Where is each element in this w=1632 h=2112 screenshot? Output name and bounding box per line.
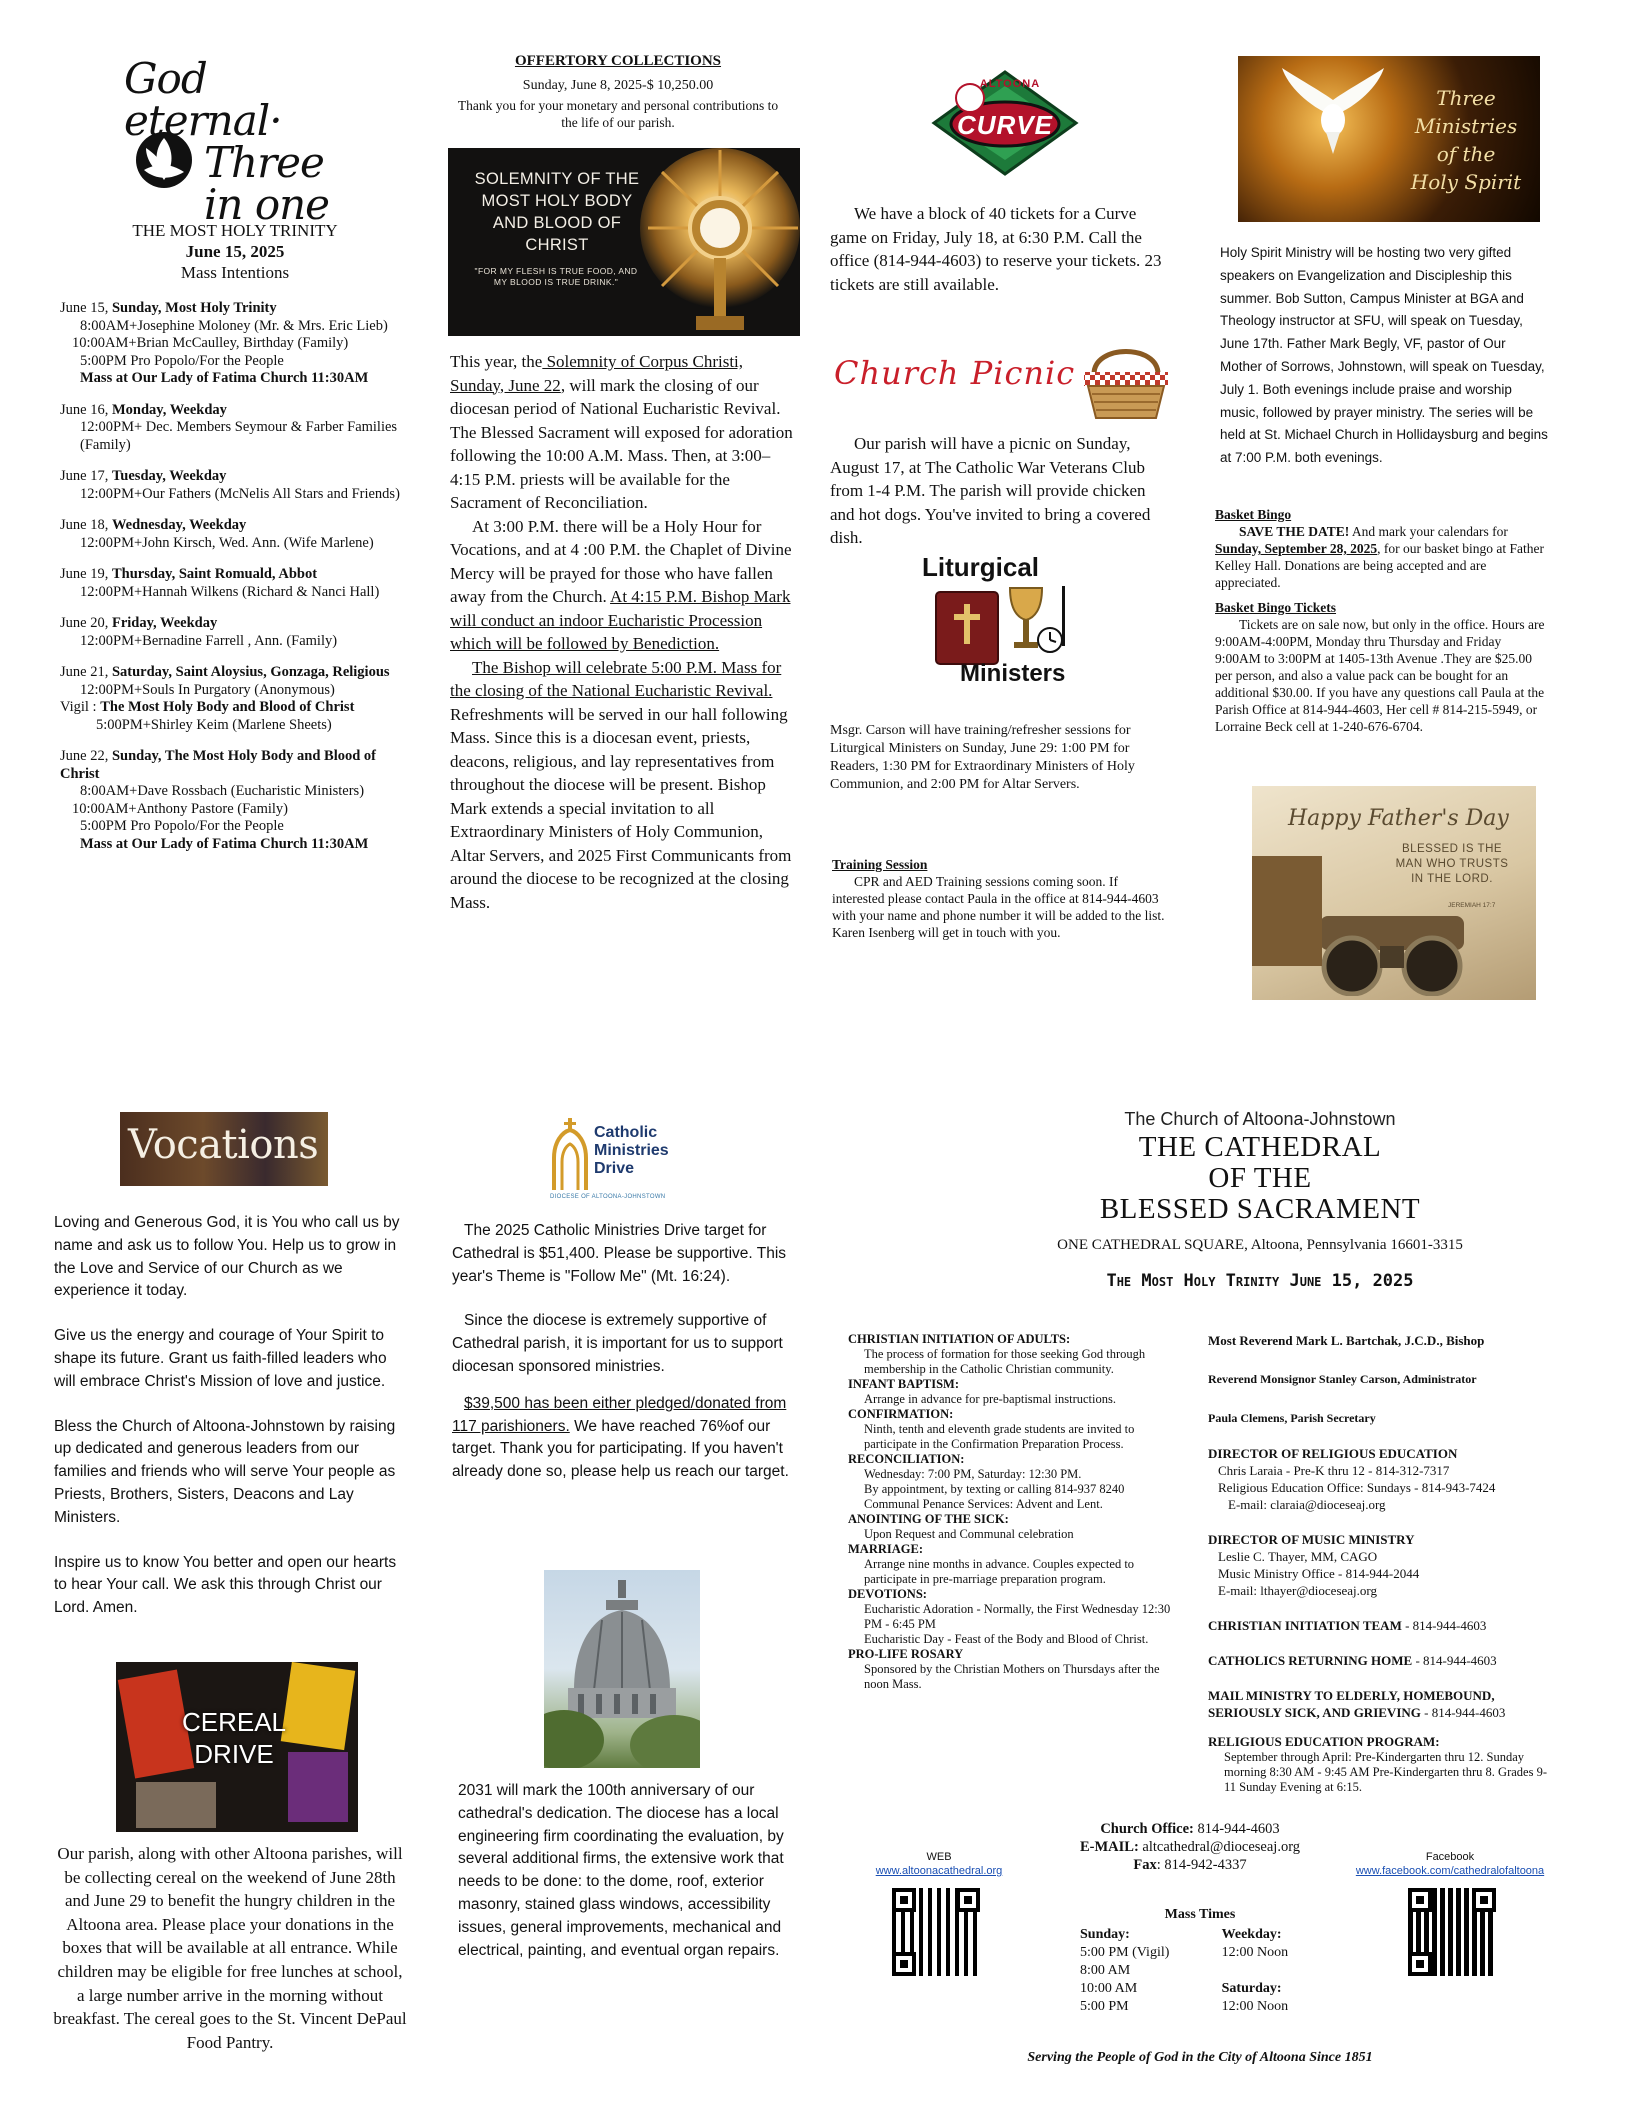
cathedral-address: ONE CATHEDRAL SQUARE, Altoona, Pennsylvania 16601-3315 [1057,1237,1463,1253]
church-picnic-header [832,340,1172,420]
lit-logo-top: Liturgical [922,552,1040,582]
cathedral-title-2: OF THE [1208,1162,1312,1194]
office-line: Church Office: 814-944-4603 [1100,1821,1280,1837]
intention-day: June 20, Friday, Weekday [60,615,218,631]
dre-line: Chris Laraia - Pre-K thru 12 - 814-312-7317 [1218,1463,1450,1478]
banner-quote: "FOR MY FLESH IS TRUE FOOD, AND MY BLOOD IS TRUE DRINK." [474,266,638,287]
cereal-drive-text: Our parish, along with other Altoona parishes, will be collecting cereal on the weekend of June 28th and June 29 to benefit the hungry children in the Altoona area. Please place your donations in the boxes that will be available at all entrance. While children may be eligible for free lunches at school, a large number arrive in the morning without breakfast. The cereal goes to the St. Vincent DePaul Food Pantry. [53,1844,407,2052]
mass-times-title: Mass Times [1164,1907,1236,1922]
cmd-paragraph-3: $39,500 has been either pledged/donated from 117 parishioners. We have reached 76%of our target. Thank you for participating. If you haven't already done so, please help us reach our target. [452,1394,789,1481]
rep-title: RELIGIOUS EDUCATION PROGRAM: [1208,1734,1440,1749]
bingo-tickets-title: Basket Bingo Tickets [1215,600,1337,615]
intention-line: 12:00PM+Hannah Wilkens (Richard & Nanci Hall) [80,583,380,600]
offertory-title: OFFERTORY COLLECTIONS [514,53,722,69]
intention-day: June 17, Tuesday, Weekday [60,468,227,484]
holy-spirit-text: Holy Spirit Ministry will be hosting two very gifted speakers on Evangelization and Discipleship this summer. Bob Sutton, Campus Minister at BGA and Theology instructor at SFU, will speak on Tuesday, June 17th. Father Mark Begly, VF, pastor of Our Mother of Sorrows, Johnstown, will speak on Tuesday, July 1. Both evenings include praise and worship music, followed by prayer ministry. The series will be held at St. Michael Church in Hollidaysburg and begins at 7:00 P.M. both evenings. [1220,245,1548,466]
web-label: WEB [926,1851,952,1863]
picnic-text: Our parish will have a picnic on Sunday, August 17, at The Catholic War Veterans Club from 1-4 P.M. The parish will provide chicken and hot dogs. You've invited to bring a covered dish. [830,434,1151,547]
prayer-paragraph: Inspire us to know You better and open our hearts to hear Your call. We ask this through Christ our Lord. Amen. [54,1553,397,1617]
intention-day: June 18, Wednesday, Weekday [60,517,247,533]
cc-paragraph-1: This year, the Solemnity of Corpus Christi, Sunday, June 22, will mark the closing of our diocesan period of National Eucharistic Revival. The Blessed Sacrament will exposed for adoration following the 10:00 A.M. Mass. Then, at 3:00–4:15 P.M. priests will be available for the Sacrament of Reconciliation. [450,352,793,512]
prayer-paragraph: Bless the Church of Altoona-Johnstown by raising up dedicated and generous leaders from our families and friends who will serve Your people as Priests, Brothers, Sisters, Deacons and Lay Ministers. [54,1417,396,1526]
bingo-text: SAVE THE DATE! And mark your calendars for Sunday, September 28, 2025, for our basket bingo at Father Kelley Hall. Donations are being accepted and are appreciated. [1215,524,1544,590]
crh-line: CATHOLICS RETURNING HOME - 814-944-4603 [1208,1653,1497,1668]
intention-line: 12:00PM+Bernadine Farrell , Ann. (Family) [80,632,338,649]
dre-title: DIRECTOR OF RELIGIOUS EDUCATION [1208,1446,1458,1461]
staff-bishop: Most Reverend Mark L. Bartchak, J.C.D., Bishop [1208,1333,1485,1348]
saturday-label: Saturday: [1221,1981,1282,1996]
spirit-title-3: of the [1436,142,1496,166]
staff-directory [1208,1332,1558,1795]
intention-line: 5:00PM+Shirley Keim (Marlene Sheets) [96,716,332,733]
sunday-time: 5:00 PM [1080,1999,1129,2014]
cathedral-dome-image [544,1570,700,1768]
vocations-prayer [54,1212,406,1620]
dre-line: E-mail: claraia@dioceseaj.org [1228,1497,1386,1512]
sacrament: DEVOTIONS: Eucharistic Adoration - Normally, the First Wednesday 12:30 PM - 6:45 PM Eucharistic Day - Feast of the Body and Blood of Christ. [848,1587,1171,1646]
fathers-bible [1252,856,1322,966]
trinity-heading: THE MOST HOLY TRINITY [132,221,338,240]
intention-day: June 15, Sunday, Most Holy Trinity [60,300,277,316]
curve-tickets-text: We have a block of 40 tickets for a Curve game on Friday, July 18, at 6:30 P.M. Call the office (814-944-4603) to reserve your tickets. 23 tickets are still available. [830,204,1162,294]
sacrament: INFANT BAPTISM: Arrange in advance for pre-baptismal instructions. [848,1377,1116,1406]
sunday-time: 8:00 AM [1080,1963,1131,1978]
web-qr-code[interactable] [892,1888,980,1976]
trinity-date: June 15, 2025 [185,242,285,261]
training-title: Training Session [832,857,928,872]
sacraments-list [848,1332,1178,1692]
music-title: DIRECTOR OF MUSIC MINISTRY [1208,1532,1415,1547]
bulletin-date-line: The Most Holy Trinity June 15, 2025 [1106,1271,1414,1291]
corpus-christi-banner [448,148,800,336]
cc-paragraph-3: The Bishop will celebrate 5:00 P.M. Mass for the closing of the National Eucharistic Revival. Refreshments will be served in our hall following Mass. Since this is a diocesan event, priests, deacons, religious, and lay representatives from throughout the diocese will be present. Bishop Mark extends a special invitation to all Extraordinary Ministers of Holy Communion, Altar Servers, and 2025 First Communicants from around the diocese to be recognized at the closing Mass. [450,657,792,912]
intention-line: 12:00PM+ Dec. Members Seymour & Farber Families (Family) [80,419,398,453]
sacrament: MARRIAGE: Arrange nine months in advance. Couples expected to participate in pre-marriage preparation program. [848,1542,1135,1586]
sacrament: CHRISTIAN INITIATION OF ADULTS: The process of formation for those seeking God through membership in the Catholic Christian community. [848,1332,1146,1376]
cmd-logo-1: Catholic [594,1124,658,1141]
mass-intentions-list [60,300,415,853]
vigil-line: Vigil : The Most Holy Body and Blood of Christ [60,699,355,715]
intention-line: 8:00AM+Josephine Moloney (Mr. & Mrs. Eric Lieb) [80,317,388,334]
offertory-thanks: Thank you for your monetary and personal contributions to the life of our parish. [457,98,779,130]
web-link[interactable]: www.altoonacathedral.org [875,1865,1003,1877]
corpus-christi-article [450,350,795,914]
cathedral-title-3: BLESSED SACRAMENT [1099,1193,1421,1225]
intention-day: June 21, Saturday, Saint Aloysius, Gonzaga, Religious [60,664,390,680]
sunday-label: Sunday: [1080,1927,1130,1942]
logo-line-3: in one [204,180,330,229]
sacrament: CONFIRMATION: Ninth, tenth and eleventh grade students are invited to participate in the Confirmation Preparation Process. [848,1407,1135,1451]
prayer-paragraph: Give us the energy and courage of Your Spirit to shape its future. Grant us faith-filled leaders who will embrace Christ's Mission of love and justice. [54,1327,387,1390]
cit-line: CHRISTIAN INITIATION TEAM - 814-944-4603 [1208,1618,1487,1633]
intention-bold-line: Mass at Our Lady of Fatima Church 11:30AM [80,370,369,386]
liturgical-ministers-logo [920,552,1090,692]
cmd-paragraph-1: The 2025 Catholic Ministries Drive target for Cathedral is $51,400. Please be supportive. This year's Theme is "Follow Me" (Mt. 16:24). [452,1222,787,1285]
intention-line: 10:00AM+Anthony Pastore (Family) [72,800,288,817]
cereal-drive-image [116,1662,358,1832]
cathedral-title-1: THE CATHEDRAL [1138,1131,1382,1163]
bible-chalice-icon [934,582,1074,666]
vocations-banner [120,1112,328,1186]
staff-admin: Reverend Monsignor Stanley Carson, Administrator [1208,1372,1477,1386]
monstrance-icon [638,148,800,336]
church-arch-icon [550,1118,590,1192]
weekday-time: 12:00 Noon [1221,1945,1289,1960]
cc-paragraph-2: At 3:00 P.M. there will be a Holy Hour for Vocations, and at 4 :00 P.M. the Chaplet of Divine Mercy will be prayed for those who have fallen away from the Church. At 4:15 P.M. Bishop Mark will conduct an indoor Eucharistic Procession which will be followed by Benediction. [450,516,792,653]
curve-logo-main: CURVE [956,110,1053,140]
music-line: Music Ministry Office - 814-944-2044 [1218,1566,1420,1581]
intention-day: June 16, Monday, Weekday [60,401,227,418]
sacrament: PRO-LIFE ROSARY Sponsored by the Christian Mothers on Thursdays after the noon Mass. [848,1647,1160,1691]
holy-spirit-banner [1238,56,1540,222]
intention-day: June 19, Thursday, Saint Romuald, Abbot [60,566,318,582]
logo-line-2: Three [204,138,324,187]
offertory-amount: Sunday, June 8, 2025-$ 10,250.00 [522,78,714,93]
mail-line: MAIL MINISTRY TO ELDERLY, HOMEBOUND, SERIOUSLY SICK, AND GRIEVING - 814-944-4603 [1208,1688,1506,1720]
cmd-paragraph-2: Since the diocese is extremely supportive of Cathedral parish, it is important for us to support diocesan sponsored ministries. [452,1312,783,1375]
trinity-logo [118,54,358,229]
cmd-logo [550,1118,700,1204]
liturgical-ministers-text: Msgr. Carson will have training/refresher sessions for Liturgical Ministers on Sunday, June 29: 1:00 PM for Readers, 1:30 PM for Extraordinary Ministers of Holy Communion, and 2:00 PM for Altar Servers. [830,723,1135,792]
saturday-time: 12:00 Noon [1221,1999,1289,2014]
dove-icon [1278,66,1388,156]
facebook-qr-code[interactable] [1408,1888,1496,1976]
spirit-title-1: Three [1436,86,1496,110]
sacrament: ANOINTING OF THE SICK: Upon Request and Communal celebration [848,1512,1074,1541]
bingo-tickets-text: Tickets are on sale now, but only in the office. Hours are 9:00AM-4:00PM, Monday thru Thursday and Friday 9:00AM to 3:00PM at 1405-13th Avenue .They are $25.00 per person, and also a value pack can be bought for an additional $30.00. If you have any questions call Paula at the Parish Office at 814-944-4603, Her cell # 814-215-5949, or Lorraine Beck cell at 1-240-676-6704. [1215,617,1545,734]
sacrament: RECONCILIATION: Wednesday: 7:00 PM, Saturday: 12:30 PM. By appointment, by texting or calling 814-937 8240 Communal Penance Services: Advent and Lent. [848,1452,1125,1511]
training-text: CPR and AED Training sessions coming soon. If interested please contact Paula in the office at 814-944-4603 with your name and phone number it will be added to the list. Karen Isenberg will get in touch with you. [832,874,1165,940]
fathers-title: Happy Father's Day [1288,806,1509,831]
sunday-time: 10:00 AM [1080,1981,1138,1996]
cmd-article [452,1220,797,1484]
fathers-day-image [1252,786,1536,1000]
rep-text: September through April: Pre-Kindergarten thru 12. Sunday morning 8:30 AM - 9:45 AM Pre-Kindergarten thru 8. Grades 9-11 Sunday Evening at 6:15. [1224,1750,1547,1794]
picnic-title: Church Picnic [834,354,1076,392]
music-line: Leslie C. Thayer, MM, CAGO [1218,1549,1378,1564]
weekday-label: Weekday: [1221,1927,1282,1942]
picnic-basket-icon [1080,340,1172,420]
intention-line: 5:00PM Pro Popolo/For the People [80,352,284,369]
spirit-title-4: Holy Spirit [1410,170,1522,194]
lit-logo-bottom: Ministers [960,660,1066,687]
intention-line: 12:00PM+Souls In Purgatory (Anonymous) [80,681,335,698]
cmd-logo-2: Ministries [594,1142,669,1159]
prayer-paragraph: Loving and Generous God, it is You who call us by name and ask us to follow You. Help us to grow in the Love and Service of our Church as we experience it today. [54,1214,400,1300]
facebook-label: Facebook [1425,1851,1475,1863]
cmd-diocese: DIOCESE OF ALTOONA-JOHNSTOWN [550,1194,666,1200]
fax-line: Fax: 814-942-4337 [1133,1857,1247,1873]
dome-icon [544,1570,700,1768]
fathers-verse: BLESSED IS THE MAN WHO TRUSTS IN THE LORD. [1395,843,1509,885]
email-line: E-MAIL: altcathedral@dioceseaj.org [1079,1839,1301,1855]
church-of: The Church of Altoona-Johnstown [1124,1109,1396,1129]
binoculars-icon [1312,910,1472,996]
intention-line: 8:00AM+Dave Rossbach (Eucharistic Ministers) [80,783,365,799]
anniversary-text: 2031 will mark the 100th anniversary of our cathedral's dedication. The diocese has a local engineering firm coordinating the evaluation, by several additional firms, the extensive work that needs to be done: to the dome, roof, exterior masonry, stained glass windows, accessibility issues, general improvements, mechanical and electrical, painting, and eventual organ repairs. [458,1782,784,1959]
curve-logo-top: ALTOONA [979,78,1041,90]
dre-line: Religious Education Office: Sundays - 814-943-7424 [1218,1480,1496,1495]
bingo-title: Basket Bingo [1215,507,1292,522]
spirit-title-2: Ministries [1414,114,1518,138]
vocations-title: Vocations [128,1122,319,1168]
facebook-link[interactable]: www.facebook.com/cathedralofaltoona [1355,1865,1545,1877]
banner-title: SOLEMNITY OF THE MOST HOLY BODY AND BLOOD OF CHRIST [474,170,640,254]
sunday-time: 5:00 PM (Vigil) [1080,1945,1170,1960]
intention-line: 5:00PM Pro Popolo/For the People [80,818,284,834]
intention-day: June 22, Sunday, The Most Holy Body and Blood of Christ [60,748,377,782]
logo-line-1: God eternal· [124,54,282,145]
altoona-curve-logo [930,68,1080,178]
footer-tagline: Serving the People of God in the City of Altoona Since 1851 [1027,2050,1373,2065]
cmd-logo-3: Drive [594,1160,635,1177]
intention-line: 10:00AM+Brian McCaulley, Birthday (Family) [72,335,349,351]
mass-intentions-heading: Mass Intentions [180,263,290,282]
cereal-banner: CEREAL DRIVE [181,1707,287,1769]
intention-bold-line: Mass at Our Lady of Fatima Church 11:30AM [80,835,369,852]
music-line: E-mail: lthayer@dioceseaj.org [1218,1583,1378,1598]
intention-line: 12:00PM+John Kirsch, Wed. Ann. (Wife Marlene) [80,534,374,551]
intention-line: 12:00PM+Our Fathers (McNelis All Stars and Friends) [80,485,400,502]
fathers-ref: JEREMIAH 17:7 [1448,902,1496,909]
staff-secretary: Paula Clemens, Parish Secretary [1208,1411,1376,1425]
